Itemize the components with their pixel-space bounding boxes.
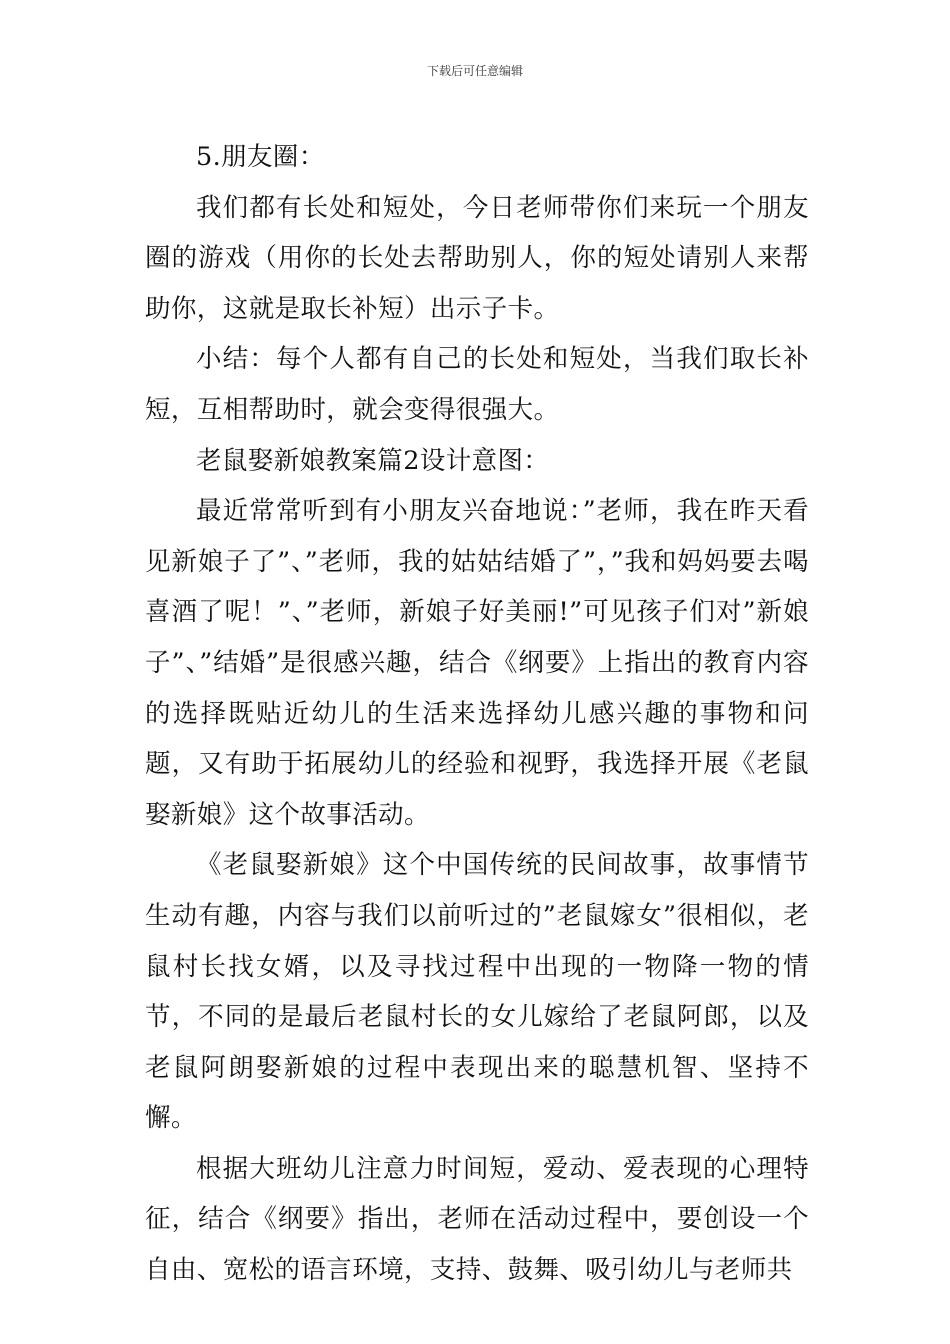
paragraph-lesson-title: 老鼠娶新娘教案篇2设计意图： — [196, 445, 550, 476]
paragraph: 我们都有长处和短处，今日老师带你们来玩一个朋友圈的游戏（用你的长处去帮助别人，你的短处请别人来帮助你，这就是取长补短）出示子卡。 — [145, 192, 809, 324]
paragraph: 最近常常听到有小朋友兴奋地说：”老师，我在昨天看见新娘子了”、”老师，我的姑姑结婚了”，”我和妈妈要去喝喜酒了呢！”、”老师，新娘子好美丽!”可见孩子们对”新娘子”、”结婚”是很感兴趣，结合《纲要》上指出的教育内容的选择既贴近幼儿的生活来选择幼儿感兴趣的事物和问题，又有助于拓展幼儿的经验和视野，我选择开展《老鼠娶新娘》这个故事活动。 — [145, 496, 809, 830]
document-body — [145, 132, 809, 1296]
paragraph-summary: 小结：每个人都有自己的长处和短处，当我们取长补短，互相帮助时，就会变得很强大。 — [145, 344, 809, 425]
paragraph: 根据大班幼儿注意力时间短，爱动、爱表现的心理特征，结合《纲要》指出，老师在活动过程中，要创设一个自由、宽松的语言环境，支持、鼓舞、吸引幼儿与老师共 — [145, 1153, 809, 1286]
page-header: 下载后可任意编辑 — [426, 64, 523, 78]
paragraph-section-heading: 5.朋友圈： — [196, 142, 325, 172]
paragraph: 《老鼠娶新娘》这个中国传统的民间故事，故事情节生动有趣，内容与我们以前听过的”老鼠嫁女”很相似，老鼠村长找女婿，以及寻找过程中出现的一物降一物的情节，不同的是最后老鼠村长的女儿嫁给了老鼠阿郎，以及老鼠阿朗娶新娘的过程中表现出来的聪慧机智、坚持不懈。 — [145, 850, 809, 1134]
